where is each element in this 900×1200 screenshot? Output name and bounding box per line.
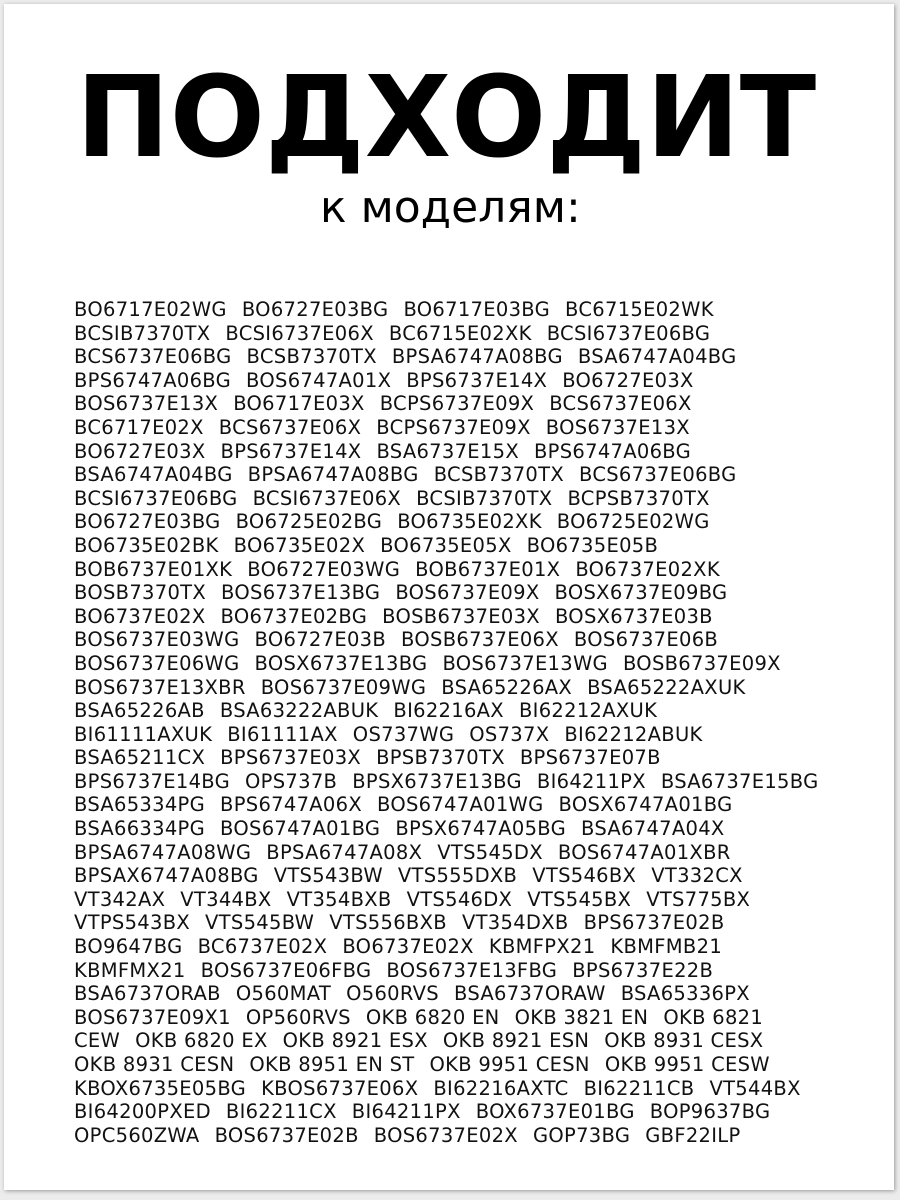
model-code: BOS6747A01BG	[220, 817, 381, 841]
model-code: OKB 6820 EN	[365, 1005, 500, 1029]
model-list-line	[74, 463, 864, 487]
model-code: BPS6737E02B	[583, 911, 725, 935]
model-code: BI62211CX	[225, 1100, 337, 1124]
model-code: OS737X	[469, 722, 550, 746]
model-list-line	[74, 369, 864, 393]
model-code: BCPS6737E09X	[376, 415, 531, 439]
model-list-line	[74, 581, 864, 605]
model-code: BOS6737E13FBG	[386, 958, 558, 982]
model-list-line	[74, 652, 864, 676]
model-code: BO9647BG	[74, 935, 183, 959]
model-code: VTS555DXB	[397, 864, 518, 888]
model-list-line	[74, 298, 864, 322]
model-code: VTS545BX	[527, 887, 632, 911]
model-code: BOS6737E02B	[214, 1123, 359, 1147]
compatible-models-list	[74, 298, 864, 1147]
model-code: OP560RVS	[245, 1005, 351, 1029]
model-code: OKB 8921 ESN	[442, 1029, 590, 1053]
model-list-line	[74, 322, 864, 346]
model-code: BPS6737E14BG	[74, 769, 231, 793]
model-code: BSA66334PG	[74, 817, 206, 841]
model-list-line	[74, 345, 864, 369]
model-list-line	[74, 888, 864, 912]
model-code: BO6727E03BG	[241, 298, 389, 321]
model-list-line	[74, 605, 864, 629]
model-code: BO6727E03X	[562, 368, 694, 392]
model-code: BPSA6747A08X	[266, 840, 423, 864]
model-code: BSA6747A04X	[581, 817, 725, 841]
model-code: BPS6737E14X	[220, 439, 362, 463]
model-list-line	[74, 676, 864, 700]
model-code: BSA65222AXUK	[587, 675, 746, 699]
model-code: VT544BX	[709, 1076, 801, 1100]
model-code: VT344BX	[180, 887, 272, 911]
model-code: BPS6737E14X	[406, 368, 548, 392]
model-code: BO6727E03WG	[247, 557, 401, 581]
model-code: BO6737E02X	[342, 935, 474, 959]
model-list-line	[74, 699, 864, 723]
model-list-line	[74, 558, 864, 582]
model-code: OKB 8931 CESX	[604, 1029, 764, 1053]
model-code: BCS6737E06X	[549, 392, 692, 416]
model-code: BPSX6747A05BG	[395, 817, 567, 841]
model-code: GOP73BG	[532, 1123, 631, 1147]
model-code: BOS6737E13WG	[442, 651, 608, 675]
model-code: BO6735E05X	[380, 533, 512, 557]
model-code: VTPS543BX	[74, 911, 191, 935]
model-code: CEW	[74, 1029, 121, 1053]
model-code: BOS6737E06FBG	[200, 958, 372, 982]
model-code: BOSX6737E03B	[554, 604, 713, 628]
model-code: BO6735E02BK	[74, 533, 219, 557]
model-list-line	[74, 534, 864, 558]
model-code: BI62211CB	[583, 1076, 695, 1100]
model-code: BCS6737E06X	[218, 415, 362, 439]
model-code: BO6717E02WG	[74, 298, 227, 321]
model-list-line	[74, 416, 864, 440]
model-list-line	[74, 628, 864, 652]
model-code: BOSB6737E09X	[622, 651, 781, 675]
model-code: OPS737B	[245, 769, 338, 793]
model-code: BOX6737E01BG	[475, 1100, 635, 1124]
model-code: BCSIB7370TX	[416, 486, 553, 510]
model-code: BPSA6747A08BG	[247, 463, 419, 487]
model-code: BSA6737E15X	[376, 439, 519, 463]
model-code: BSA65336PX	[620, 982, 750, 1006]
model-code: BI62216AXTC	[433, 1076, 569, 1100]
model-code: OPC560ZWA	[74, 1123, 200, 1147]
model-code: BO6737E02X	[74, 604, 206, 628]
model-code: O560RVS	[346, 982, 439, 1006]
model-list-line	[74, 440, 864, 464]
model-code: BO6717E03BG	[403, 298, 551, 321]
model-list-line	[74, 935, 864, 959]
model-code: O560MAT	[235, 982, 332, 1006]
model-code: BSA6747A04BG	[577, 345, 737, 369]
model-code: BOS6747A01X	[246, 368, 392, 392]
model-list-line	[74, 510, 864, 534]
model-code: BSA65226AX	[441, 675, 573, 699]
model-code: BSA63222ABUK	[219, 699, 379, 723]
model-code: BOS6737E06WG	[74, 651, 240, 675]
model-code: BCSB7370TX	[246, 345, 377, 369]
model-code: BCSI6737E06X	[225, 321, 374, 345]
model-code: BC6715E02WK	[565, 298, 714, 321]
model-code: BOSB6737E06X	[401, 628, 559, 652]
model-code: BOSB7370TX	[74, 581, 207, 605]
model-code: BSA6737ORAW	[453, 982, 606, 1006]
model-code: BPS6737E03X	[220, 746, 362, 770]
model-code: BC6717E02X	[74, 415, 204, 439]
model-list-line	[74, 1077, 864, 1101]
model-code: VTS546DX	[406, 887, 513, 911]
model-code: VTS556BXB	[329, 911, 447, 935]
model-code: BI61111AXUK	[74, 722, 213, 746]
model-code: BOS6737E13XBR	[74, 675, 246, 699]
model-code: BO6735E02X	[233, 533, 366, 557]
model-code: BPSX6737E13BG	[352, 769, 522, 793]
model-code: BSA65226AB	[74, 699, 205, 723]
model-code: KBOX6735E05BG	[74, 1076, 247, 1100]
model-code: BSA6737ORAB	[74, 982, 221, 1006]
model-list-line	[74, 864, 864, 888]
model-code: BO6725E02BG	[235, 510, 383, 534]
model-code: BOB6737E01XK	[74, 557, 233, 581]
model-code: BO6725E02WG	[556, 510, 710, 534]
model-code: BOS6737E09X	[395, 581, 540, 605]
model-code: VTS775BX	[646, 887, 751, 911]
model-code: BSA6747A04BG	[74, 463, 233, 487]
model-code: BOSX6737E09BG	[554, 581, 728, 605]
model-code: BOS6737E09WG	[260, 675, 427, 699]
model-code: BSA65211CX	[74, 746, 206, 770]
model-code: BO6735E02XK	[397, 510, 542, 534]
model-code: OKB 8951 EN ST	[249, 1053, 415, 1076]
model-list-line	[74, 911, 864, 935]
model-code: BCPS6737E09X	[379, 392, 535, 416]
model-code: BPS6747A06BG	[534, 439, 692, 463]
model-list-line	[74, 982, 864, 1006]
product-sheet	[4, 4, 894, 1190]
model-code: BPS6737E22B	[572, 958, 714, 982]
model-code: BOS6737E09X1	[74, 1005, 231, 1029]
model-list-line	[74, 793, 864, 817]
model-list-line	[74, 1006, 864, 1030]
model-code: BOS6737E13X	[74, 392, 219, 416]
model-code: BPS6737E07B	[519, 746, 661, 770]
model-code: BI62212ABUK	[564, 722, 703, 746]
model-list-line	[74, 746, 864, 770]
model-code: OKB 9951 CESW	[604, 1053, 770, 1076]
model-code: VT332CX	[651, 864, 743, 888]
model-code: VTS545BW	[205, 911, 315, 935]
model-code: BOS6737E06B	[573, 628, 719, 652]
model-code: BOS6737E13X	[545, 415, 690, 439]
model-code: BCSB7370TX	[433, 463, 564, 487]
model-code: KBOS6737E06X	[261, 1076, 419, 1100]
model-list-line	[74, 723, 864, 747]
model-code: BOS6737E13BG	[221, 581, 381, 605]
model-code: BOSB6737E03X	[382, 604, 540, 628]
model-code: VT342AX	[74, 887, 166, 911]
model-code: BO6727E03X	[74, 439, 206, 463]
model-code: VTS543BW	[273, 864, 383, 888]
model-code: BCPSB7370TX	[567, 486, 710, 510]
model-code: BI64211PX	[536, 769, 646, 793]
model-code: BI64211PX	[351, 1100, 461, 1124]
model-code: BC6715E02XK	[388, 321, 532, 345]
model-code: BCS6737E06BG	[74, 345, 232, 369]
model-code: BOS6737E03WG	[74, 628, 240, 652]
model-code: BOP9637BG	[649, 1100, 771, 1124]
page-subtitle: к моделям:	[320, 182, 581, 233]
model-list-line	[74, 817, 864, 841]
model-code: BOB6737E01X	[415, 557, 561, 581]
model-code: BI64200PXED	[74, 1100, 211, 1124]
model-list-line	[74, 487, 864, 511]
model-code: BPSAX6747A08BG	[74, 864, 259, 888]
model-code: BO6727E03BG	[74, 510, 221, 534]
model-code: KBMFMB21	[610, 935, 723, 959]
model-code: BCS6737E06BG	[579, 463, 737, 487]
model-code: BPS6747A06BG	[74, 368, 232, 392]
model-code: VTS545DX	[437, 840, 543, 864]
model-list-line	[74, 841, 864, 865]
page-title: ПОДХОДИТ	[76, 53, 817, 183]
model-code: BI62216AX	[393, 699, 504, 723]
model-code: BSA65334PG	[74, 793, 206, 817]
model-code: BOS6747A01WG	[376, 793, 544, 817]
model-code: BI62212AXUK	[518, 699, 658, 723]
model-list-line	[74, 392, 864, 416]
model-code: BOSX6737E13BG	[254, 651, 428, 675]
model-code: BPSB7370TX	[376, 746, 505, 770]
model-list-line	[74, 1124, 864, 1148]
model-code: BCSI6737E06BG	[74, 486, 238, 510]
model-code: BO6735E05B	[526, 533, 659, 557]
model-code: KBMFPX21	[488, 935, 596, 959]
model-code: OKB 8931 CESN	[74, 1053, 235, 1076]
model-code: BO6717E03X	[233, 392, 365, 416]
model-code: OKB 9951 CESN	[429, 1053, 590, 1076]
model-code: BSA6737E15BG	[660, 769, 819, 793]
model-code: OKB 3821 EN	[514, 1005, 649, 1029]
model-code: BPSA6747A08BG	[391, 345, 563, 369]
model-code: BI61111AX	[227, 722, 338, 746]
model-list-line	[74, 959, 864, 983]
model-code: BPS6747A06X	[220, 793, 362, 817]
model-code: BO6737E02XK	[575, 557, 720, 581]
model-code: BC6737E02X	[197, 935, 328, 959]
model-list-line	[74, 1053, 864, 1077]
model-code: OS737WG	[352, 722, 455, 746]
model-code: VT354DXB	[461, 911, 569, 935]
model-list-line	[74, 1029, 864, 1053]
model-code: BPSA6747A08WG	[74, 840, 252, 864]
model-code: BCSI6737E06BG	[546, 321, 711, 345]
model-code: VT354BXB	[286, 887, 392, 911]
model-code: BOSX6747A01BG	[558, 793, 733, 817]
model-code: BOS6737E02X	[373, 1123, 518, 1147]
model-code: BO6727E03B	[254, 628, 387, 652]
model-code: BCSIB7370TX	[74, 321, 211, 345]
model-code: BOS6747A01XBR	[557, 840, 731, 864]
model-code: OKB 8921 ESX	[282, 1029, 428, 1053]
model-code: OKB 6820 EX	[135, 1029, 268, 1053]
model-code: BO6737E02BG	[220, 604, 368, 628]
model-code: OKB 6821	[663, 1005, 764, 1029]
model-code: VTS546BX	[532, 864, 637, 888]
model-code: KBMFMX21	[74, 958, 186, 982]
model-list-line	[74, 1100, 864, 1124]
model-list-line	[74, 770, 864, 794]
model-code: BCSI6737E06X	[252, 486, 402, 510]
model-code: GBF22ILP	[645, 1123, 741, 1147]
